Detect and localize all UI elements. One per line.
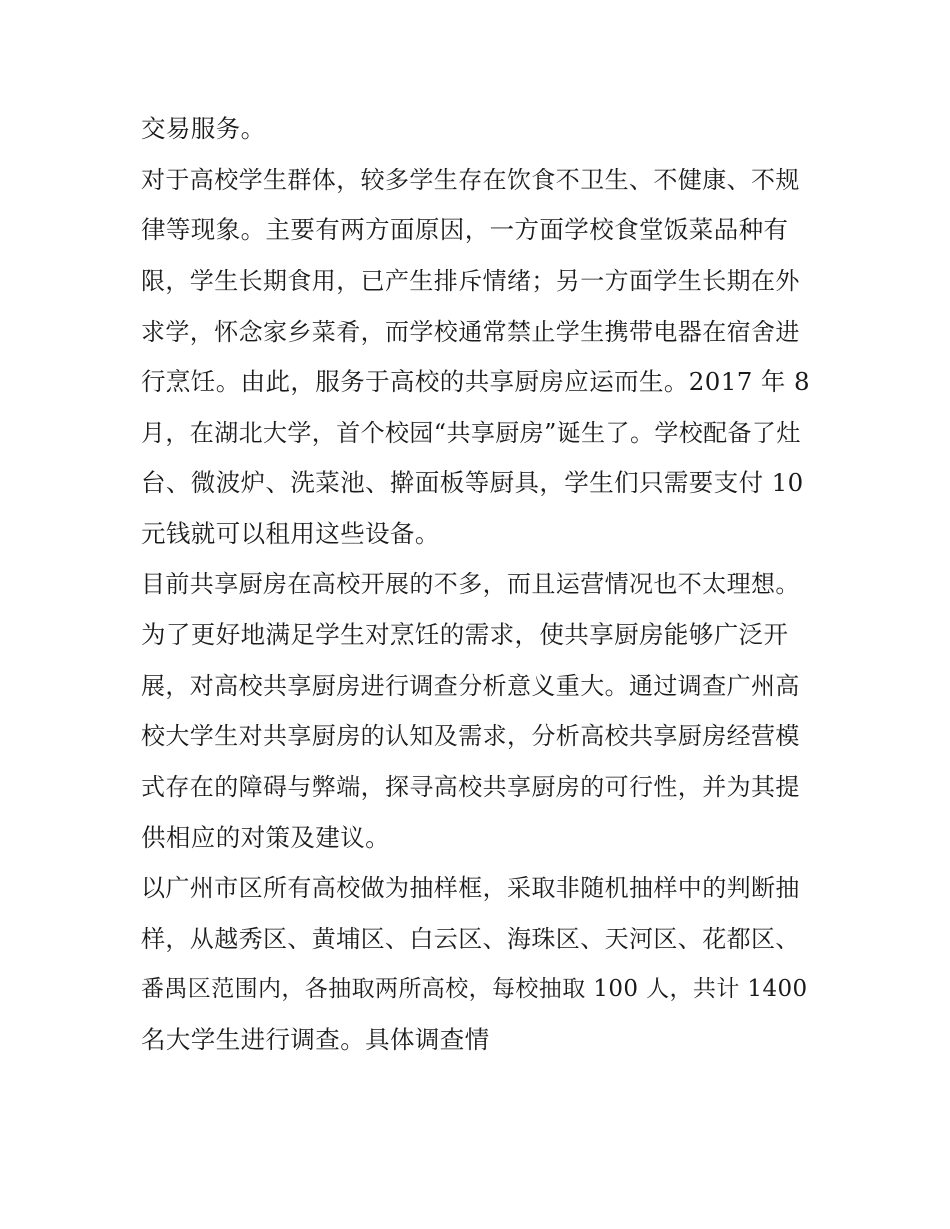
text-line: 为了更好地满足学生对烹饪的需求，使共享厨房能够广泛开 (141, 620, 789, 649)
text-line: 样，从越秀区、黄埔区、白云区、海珠区、天河区、花都区、 (141, 925, 800, 953)
text-line: 展，对高校共享厨房进行调查分析意义重大。通过调查广州高 (141, 672, 800, 700)
text-line: 律等现象。主要有两方面原因，一方面学校食堂饭菜品种有 (141, 215, 789, 244)
text-line: 月，在湖北大学，首个校园“共享厨房”诞生了。学校配备了灶 (141, 419, 801, 447)
text-line: 番禺区范围内，各抽取两所高校，每校抽取 100 人，共计 1400 (141, 976, 808, 1002)
text-line: 行烹饪。由此，服务于高校的共享厨房应运而生。2017 年 8 (141, 367, 811, 396)
text-line: 式存在的障碍与弊端，探寻高校共享厨房的可行性，并为其提 (141, 773, 800, 801)
text-line: 交易服务。 (141, 114, 266, 143)
text-line: 以广州市区所有高校做为抽样框，采取非随机抽样中的判断抽 (141, 874, 800, 902)
text-line: 元钱就可以租用这些设备。 (141, 519, 440, 548)
text-line: 对于高校学生群体，较多学生存在饮食不卫生、不健康、不规 (141, 166, 800, 194)
text-line: 名大学生进行调查。具体调查情 (141, 1025, 490, 1054)
text-line: 求学，怀念家乡菜肴，而学校通常禁止学生携带电器在宿舍进 (141, 318, 800, 346)
text-line: 台、微波炉、洗菜池、擀面板等厨具，学生们只需要支付 10 (141, 468, 804, 497)
text-line: 限，学生长期食用，已产生排斥情绪；另一方面学生长期在外 (141, 267, 800, 295)
text-line: 供相应的对策及建议。 (141, 823, 390, 852)
text-line: 目前共享厨房在高校开展的不多，而且运营情况也不太理想。 (141, 570, 800, 598)
text-line: 校大学生对共享厨房的认知及需求，分析高校共享厨房经营模 (141, 722, 800, 750)
